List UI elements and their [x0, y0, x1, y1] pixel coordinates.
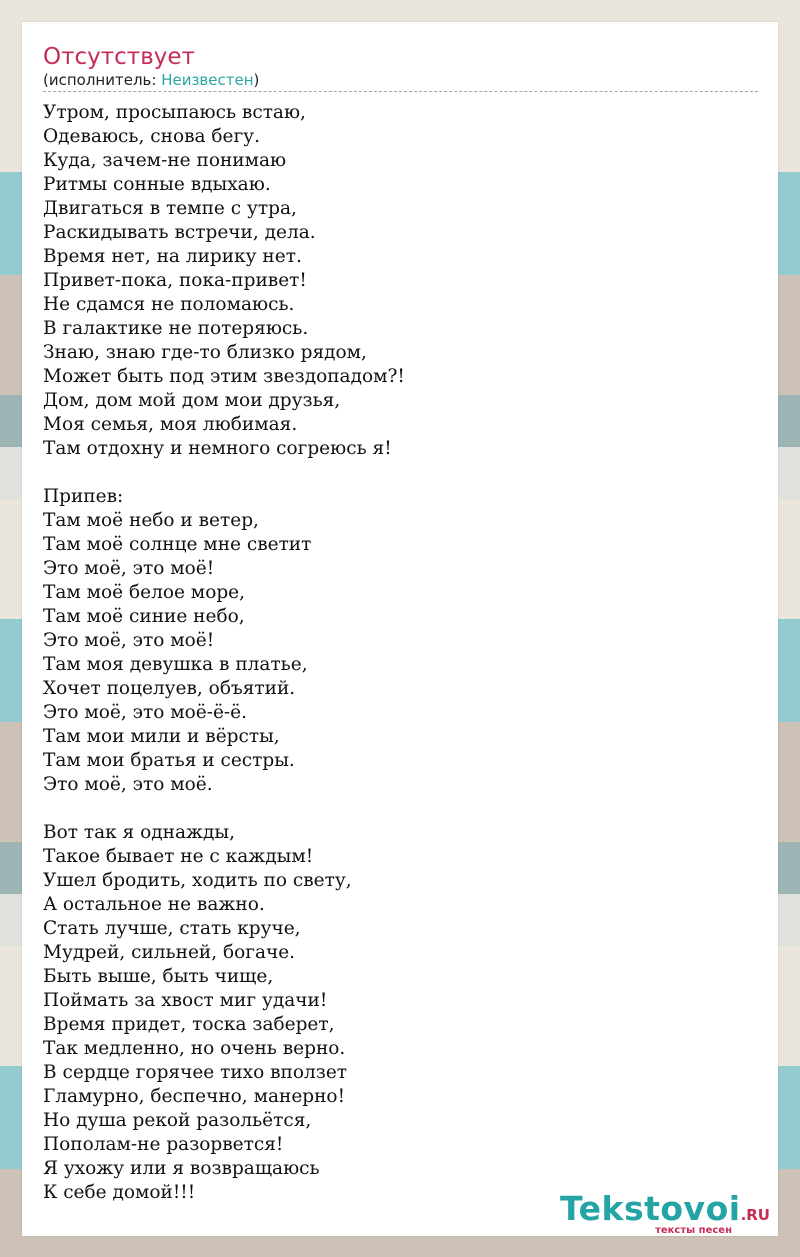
lyric-line: Гламурно, беспечно, манерно! [43, 1086, 346, 1107]
logo-tagline: тексты песен [655, 1225, 732, 1236]
logo-tld: .RU [740, 1206, 770, 1224]
lyric-line: Ритмы сонные вдыхаю. [43, 174, 271, 195]
lyric-line: Припев: [43, 486, 124, 507]
lyric-line: Может быть под этим звездопадом?! [43, 366, 405, 387]
lyric-line: Так медленно, но очень верно. [43, 1038, 346, 1059]
lyric-line: Время придет, тоска заберет, [43, 1014, 335, 1035]
lyric-line: Стать лучше, стать круче, [43, 918, 301, 939]
lyric-line: Время нет, на лирику нет. [43, 246, 302, 267]
lyric-line: Там моё солнце мне светит [43, 534, 312, 555]
site-logo[interactable] [560, 1189, 770, 1236]
lyrics-text [43, 101, 758, 1205]
lyric-line [43, 797, 758, 821]
lyric-line: Такое бывает не с каждым! [43, 846, 314, 867]
lyric-line: К себе домой!!! [43, 1182, 196, 1203]
artist-suffix: ) [253, 71, 260, 89]
lyric-line: Там моё синие небо, [43, 606, 245, 627]
lyric-line: Раскидывать встречи, дела. [43, 222, 316, 243]
song-title: Отсутствует [43, 44, 195, 70]
lyric-line: Там моё белое море, [43, 582, 246, 603]
lyric-line: Это моё, это моё-ё-ё. [43, 702, 248, 723]
artist-line [43, 71, 259, 89]
lyric-line: Одеваюсь, снова бегу. [43, 126, 260, 147]
lyric-line: А остальное не важно. [43, 894, 265, 915]
lyric-line: Там моя девушка в платье, [43, 654, 308, 675]
lyric-line: Ушел бродить, ходить по свету, [43, 870, 352, 891]
artist-link[interactable]: Неизвестен [161, 71, 254, 89]
lyric-line: Куда, зачем-не понимаю [43, 150, 287, 171]
logo-name: Tekstovoi [560, 1189, 741, 1228]
lyric-line: Это моё, это моё. [43, 774, 213, 795]
lyric-line: Привет-пока, пока-привет! [43, 270, 307, 291]
lyric-line: Двигаться в темпе с утра, [43, 198, 297, 219]
lyric-line [43, 461, 758, 485]
lyric-line: Там мои мили и вёрсты, [43, 726, 280, 747]
lyrics-card [22, 22, 778, 1236]
lyric-line: Я ухожу или я возвращаюсь [43, 1158, 320, 1179]
artist-prefix: (исполнитель: [43, 71, 162, 89]
lyric-line: Быть выше, быть чище, [43, 966, 274, 987]
lyric-line: Поймать за хвост миг удачи! [43, 990, 328, 1011]
lyric-line: В галактике не потеряюсь. [43, 318, 309, 339]
lyric-line: Хочет поцелуев, объятий. [43, 678, 296, 699]
lyric-line: Утром, просыпаюсь встаю, [43, 102, 306, 123]
lyric-line: Там моё небо и ветер, [43, 510, 259, 531]
lyric-line: Но душа рекой разольётся, [43, 1110, 312, 1131]
dashed-divider [43, 91, 758, 92]
lyric-line: Знаю, знаю где-то близко рядом, [43, 342, 367, 363]
lyric-line: В сердце горячее тихо вползет [43, 1062, 348, 1083]
lyric-line: Это моё, это моё! [43, 630, 215, 651]
lyric-line: Дом, дом мой дом мои друзья, [43, 390, 341, 411]
lyric-line: Моя семья, моя любимая. [43, 414, 298, 435]
lyric-line: Мудрей, сильней, богаче. [43, 942, 296, 963]
lyric-line: Не сдамся не поломаюсь. [43, 294, 295, 315]
lyric-line: Там отдохну и немного согреюсь я! [43, 438, 392, 459]
lyric-line: Вот так я однажды, [43, 822, 236, 843]
lyric-line: Пополам-не разорвется! [43, 1134, 284, 1155]
lyric-line: Это моё, это моё! [43, 558, 215, 579]
lyric-line: Там мои братья и сестры. [43, 750, 295, 771]
